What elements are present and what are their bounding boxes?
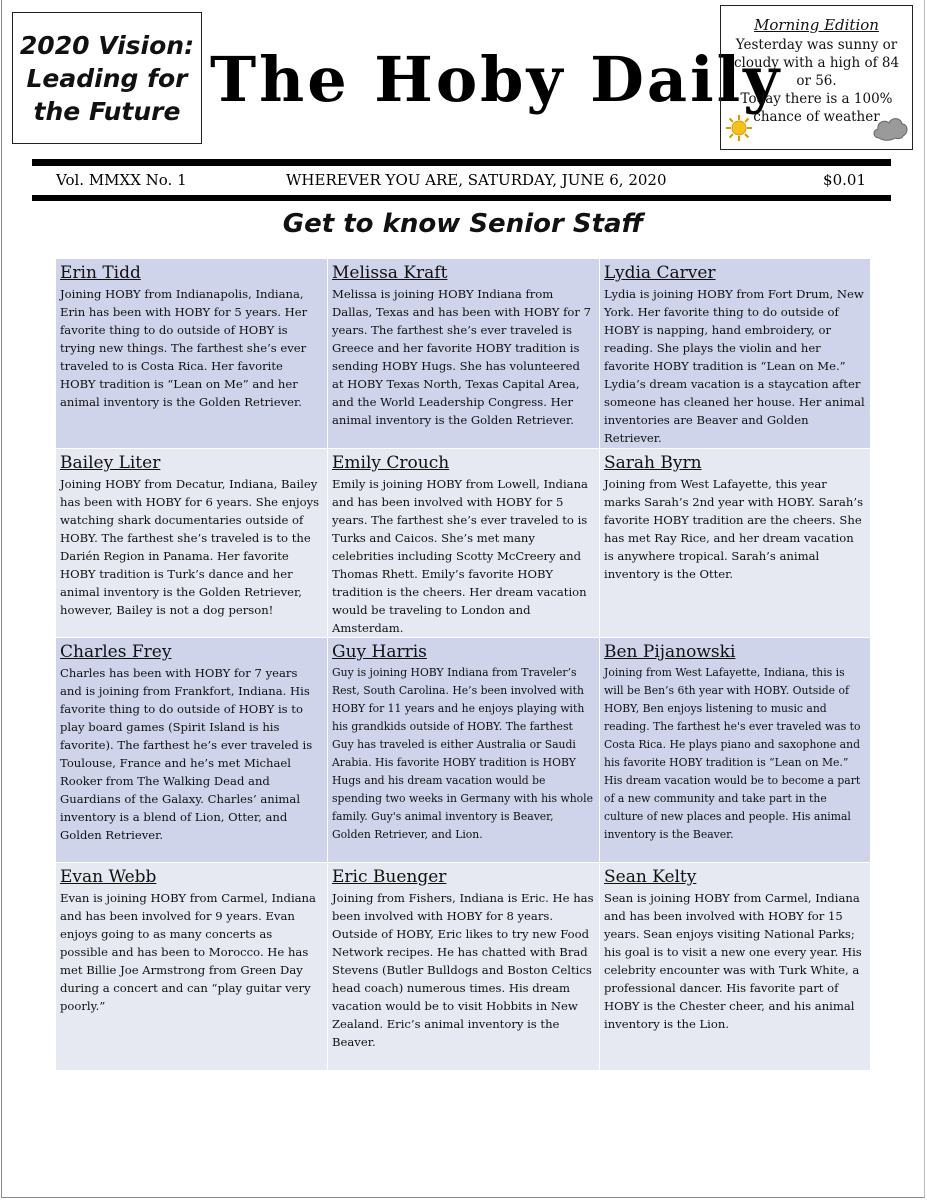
newspaper-title: The Hoby Daily [210,43,783,116]
staff-bio: Sean is joining HOBY from Carmel, Indiana and has been involved with HOBY for 15 years. Sean enjoys visiting National Parks; his goal is to visit a new one every year. His celebrity encounter was with Turk White, a professional dancer. His favorite part of HOBY is the Chester cheer, and his animal inventory is the Lion. [604,891,862,1031]
issue-date: WHEREVER YOU ARE, SATURDAY, JUNE 6, 2020 [286,171,667,189]
staff-card [600,638,871,863]
staff-name: Ben Pijanowski [604,642,736,662]
staff-bio: Emily is joining HOBY from Lowell, Indiana and has been involved with HOBY for 5 years. The farthest she’s ever traveled to is Turks and Caicos. She’s met many celebrities including Scotty McCreery and Thomas Rhett. Emily’s favorite HOBY tradition is the cheers. Her dream vacation would be traveling to London and Amsterdam. [332,477,588,635]
top-rule [32,159,891,166]
staff-card [56,449,328,638]
edition-label: Morning Edition [754,16,879,34]
staff-name: Erin Tidd [60,263,141,283]
staff-grid [56,259,871,1071]
staff-name: Sarah Byrn [604,453,702,473]
staff-name: Bailey Liter [60,453,161,473]
bottom-rule [32,195,891,201]
staff-card [328,259,600,449]
staff-card [600,259,871,449]
weather-yesterday: Yesterday was sunny or cloudy with a high of 84 or 56. [733,37,900,89]
staff-bio: Joining HOBY from Decatur, Indiana, Bailey has been with HOBY for 6 years. She enjoys watching shark documentaries outside of HOBY. The farthest she’s traveled is to the Darién Region in Panama. Her favorite HOBY tradition is Turk’s dance and her animal inventory is the Golden Retriever, however, Bailey is not a dog person! [60,477,320,617]
staff-card [328,863,600,1071]
staff-name: Lydia Carver [604,263,716,283]
staff-name: Sean Kelty [604,867,697,887]
dateline [56,168,866,192]
staff-card [600,863,871,1071]
staff-bio: Joining from Fishers, Indiana is Eric. He has been involved with HOBY for 8 years. Outside of HOBY, Eric likes to try new Food Network recipes. He has chatted with Brad Stevens (Butler Bulldogs and Boston Celtics head coach) numerous times. His dream vacation would be to visit Hobbits in New Zealand. Eric’s animal inventory is the Beaver. [332,891,594,1049]
headline: Get to know Senior Staff [282,209,644,239]
sun-icon [725,114,753,147]
staff-bio: Guy is joining HOBY Indiana from Traveler’s Rest, South Carolina. He’s been involved with HOBY for 11 years and he enjoys playing with his grandkids outside of HOBY. The farthest Guy has traveled is either Australia or Saudi Arabia. His favorite HOBY tradition is HOBY Hugs and his dream vacation would be spending two weeks in Germany with his whole family. Guy's animal inventory is Beaver, Golden Retriever, and Lion. [332,666,594,841]
cloud-icon [871,112,909,147]
slogan-box [12,12,202,144]
staff-name: Melissa Kraft [332,263,448,283]
weather-box [720,5,913,150]
staff-card [56,638,328,863]
staff-card [328,638,600,863]
staff-name: Guy Harris [332,642,427,662]
staff-bio: Evan is joining HOBY from Carmel, Indiana and has been involved for 9 years. Evan enjoys going to as many concerts as possible and has been to Morocco. He has met Billie Joe Armstrong from Green Day during a concert and can “play guitar very poorly.” [60,891,316,1013]
staff-name: Eric Buenger [332,867,447,887]
staff-bio: Joining from West Lafayette, this year marks Sarah’s 2nd year with HOBY. Sarah’s favorite HOBY tradition are the cheers. She has met Ray Rice, and her dream vacation is anywhere tropical. Sarah’s animal inventory is the Otter. [604,477,864,581]
staff-bio: Joining from West Lafayette, Indiana, this is will be Ben’s 6th year with HOBY. Outside of HOBY, Ben enjoys listening to music and reading. The farthest he's ever traveled was to Costa Rica. He plays piano and saxophone and his favorite HOBY tradition is “Lean on Me.” His dream vacation would be to become a part of a new community and take part in the culture of new places and people. His animal inventory is the Beaver. [604,666,861,841]
staff-bio: Lydia is joining HOBY from Fort Drum, New York. Her favorite thing to do outside of HOBY is napping, hand embroidery, or reading. She plays the violin and her favorite HOBY tradition is “Lean on Me.” Lydia’s dream vacation is a staycation after someone has cleaned her house. Her animal inventories are Beaver and Golden Retriever. [604,287,865,445]
volume-number: Vol. MMXX No. 1 [56,171,187,189]
staff-name: Evan Webb [60,867,157,887]
staff-bio: Charles has been with HOBY for 7 years and is joining from Frankfort, Indiana. His favorite thing to do outside of HOBY is to play board games (Spirit Island is his favorite). The farthest he’s ever traveled is Toulouse, France and he’s met Michael Rooker from The Walking Dead and Guardians of the Galaxy. Charles’ animal inventory is a blend of Lion, Otter, and Golden Retriever. [60,666,313,842]
staff-card [56,863,328,1071]
staff-bio: Melissa is joining HOBY Indiana from Dallas, Texas and has been with HOBY for 7 years. The farthest she’s ever traveled is Greece and her favorite HOBY tradition is sending HOBY Hugs. She has volunteered at HOBY Texas North, Texas Capital Area, and the World Leadership Congress. Her animal inventory is the Golden Retriever. [332,287,592,427]
staff-card [600,449,871,638]
staff-card [328,449,600,638]
staff-name: Charles Frey [60,642,172,662]
weather-today: Today there is a 100% chance of weather [740,91,893,125]
price: $0.01 [823,171,866,189]
slogan-text: 2020 Vision: Leading for the Future [19,30,195,126]
staff-name: Emily Crouch [332,453,450,473]
staff-bio: Joining HOBY from Indianapolis, Indiana, Erin has been with HOBY for 5 years. Her favorite thing to do outside of HOBY is trying new things. The farthest she’s ever traveled to is Costa Rica. Her favorite HOBY tradition is “Lean on Me” and her animal inventory is the Golden Retriever. [60,287,308,409]
staff-card [56,259,328,449]
